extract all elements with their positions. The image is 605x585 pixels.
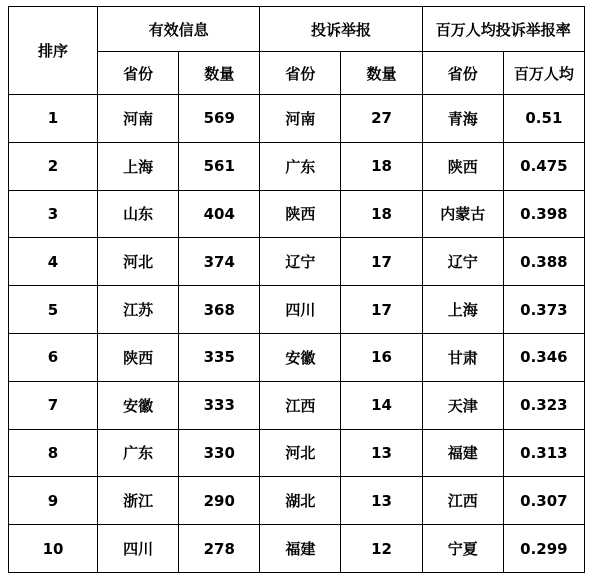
cell-valid-info-province: 上海	[98, 142, 179, 190]
table-row	[9, 95, 585, 143]
cell-valid-info-province: 浙江	[98, 477, 179, 525]
cell-complaints-province: 四川	[260, 286, 341, 334]
table-header-row-groups	[9, 7, 585, 52]
cell-valid-info-province: 河北	[98, 238, 179, 286]
column-header-valid-info-count: 数量	[179, 52, 260, 95]
table-row	[9, 381, 585, 429]
cell-complaints-province: 辽宁	[260, 238, 341, 286]
cell-complaints-count: 12	[341, 525, 422, 573]
cell-rank: 3	[9, 190, 98, 238]
cell-valid-info-count: 278	[179, 525, 260, 573]
cell-valid-info-count: 561	[179, 142, 260, 190]
cell-rate-province: 内蒙古	[422, 190, 503, 238]
column-header-rate-value: 百万人均	[503, 52, 584, 95]
cell-rate-province: 宁夏	[422, 525, 503, 573]
cell-valid-info-province: 陕西	[98, 333, 179, 381]
cell-valid-info-count: 335	[179, 333, 260, 381]
cell-rate-value: 0.398	[503, 190, 584, 238]
cell-complaints-count: 14	[341, 381, 422, 429]
column-header-complaints-province: 省份	[260, 52, 341, 95]
cell-complaints-count: 17	[341, 286, 422, 334]
cell-complaints-count: 27	[341, 95, 422, 143]
table-row	[9, 238, 585, 286]
cell-rate-province: 甘肃	[422, 333, 503, 381]
table-row	[9, 477, 585, 525]
cell-complaints-province: 陕西	[260, 190, 341, 238]
statistics-table-container	[0, 6, 605, 585]
cell-valid-info-count: 374	[179, 238, 260, 286]
cell-rate-value: 0.475	[503, 142, 584, 190]
cell-complaints-province: 福建	[260, 525, 341, 573]
cell-rate-value: 0.346	[503, 333, 584, 381]
group-header-valid-info: 有效信息	[98, 7, 260, 52]
cell-rate-value: 0.373	[503, 286, 584, 334]
cell-valid-info-count: 404	[179, 190, 260, 238]
cell-complaints-count: 16	[341, 333, 422, 381]
cell-valid-info-count: 290	[179, 477, 260, 525]
column-header-valid-info-province: 省份	[98, 52, 179, 95]
group-header-complaints: 投诉举报	[260, 7, 422, 52]
cell-rate-value: 0.307	[503, 477, 584, 525]
column-header-rank: 排序	[9, 7, 98, 95]
column-header-complaints-count: 数量	[341, 52, 422, 95]
table-body	[9, 95, 585, 573]
cell-complaints-count: 18	[341, 190, 422, 238]
cell-complaints-province: 广东	[260, 142, 341, 190]
table-row	[9, 142, 585, 190]
cell-valid-info-count: 569	[179, 95, 260, 143]
cell-valid-info-count: 368	[179, 286, 260, 334]
cell-rank: 7	[9, 381, 98, 429]
column-header-rate-province: 省份	[422, 52, 503, 95]
cell-rate-value: 0.323	[503, 381, 584, 429]
cell-rate-value: 0.299	[503, 525, 584, 573]
cell-complaints-count: 17	[341, 238, 422, 286]
table-row	[9, 525, 585, 573]
table-row	[9, 286, 585, 334]
cell-complaints-province: 河北	[260, 429, 341, 477]
cell-complaints-province: 湖北	[260, 477, 341, 525]
cell-rank: 6	[9, 333, 98, 381]
cell-valid-info-count: 333	[179, 381, 260, 429]
province-ranking-table	[8, 6, 585, 573]
cell-rate-value: 0.313	[503, 429, 584, 477]
cell-complaints-province: 安徽	[260, 333, 341, 381]
cell-valid-info-province: 广东	[98, 429, 179, 477]
cell-valid-info-count: 330	[179, 429, 260, 477]
cell-rank: 1	[9, 95, 98, 143]
cell-rate-province: 上海	[422, 286, 503, 334]
cell-rate-value: 0.51	[503, 95, 584, 143]
cell-valid-info-province: 河南	[98, 95, 179, 143]
cell-complaints-province: 江西	[260, 381, 341, 429]
table-row	[9, 429, 585, 477]
cell-complaints-count: 18	[341, 142, 422, 190]
group-header-complaint-rate: 百万人均投诉举报率	[422, 7, 584, 52]
cell-rate-province: 福建	[422, 429, 503, 477]
cell-valid-info-province: 山东	[98, 190, 179, 238]
cell-valid-info-province: 四川	[98, 525, 179, 573]
cell-rank: 2	[9, 142, 98, 190]
cell-complaints-province: 河南	[260, 95, 341, 143]
cell-rank: 8	[9, 429, 98, 477]
cell-rate-province: 青海	[422, 95, 503, 143]
cell-rate-province: 辽宁	[422, 238, 503, 286]
cell-rank: 5	[9, 286, 98, 334]
cell-valid-info-province: 江苏	[98, 286, 179, 334]
cell-rate-province: 江西	[422, 477, 503, 525]
cell-rate-value: 0.388	[503, 238, 584, 286]
cell-rank: 10	[9, 525, 98, 573]
cell-valid-info-province: 安徽	[98, 381, 179, 429]
cell-rate-province: 天津	[422, 381, 503, 429]
cell-rank: 4	[9, 238, 98, 286]
table-row	[9, 333, 585, 381]
table-header	[9, 7, 585, 95]
cell-complaints-count: 13	[341, 429, 422, 477]
cell-rank: 9	[9, 477, 98, 525]
cell-rate-province: 陕西	[422, 142, 503, 190]
table-row	[9, 190, 585, 238]
cell-complaints-count: 13	[341, 477, 422, 525]
